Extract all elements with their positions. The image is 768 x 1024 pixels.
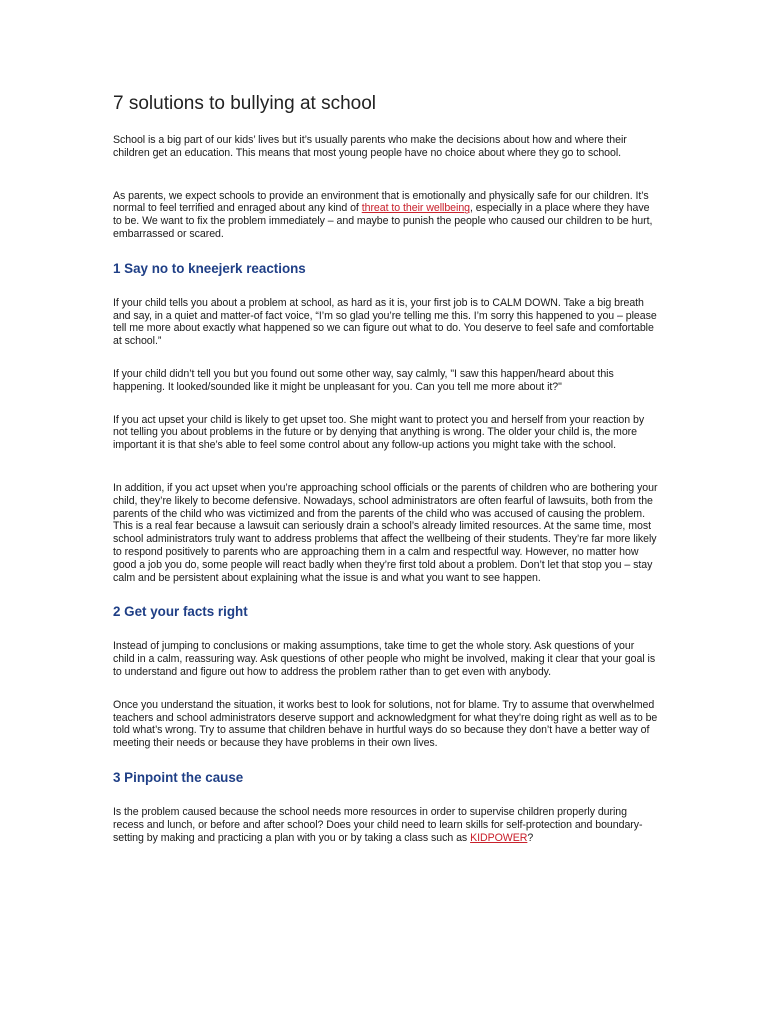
section-1-paragraph-2: If your child didn’t tell you but you found out some other way, say calmly, "I saw this happen/heard about this happening. It looked/sounded like it might be unpleasant for you. Can you tell me more about it?" — [113, 367, 614, 393]
section-2-paragraph-2: Once you understand the situation, it works best to look for solutions, not for blame. Try to assume that overwhelmed teachers and school administrators deserve support and acknowledgment for what they’re doing right as well as to be told what’s wrong. Try to assume that children behave in hurtful ways do so because they don’t have a better way of meeting their needs or because they have problems in their own lives. — [113, 698, 658, 750]
section-3-heading: 3 Pinpoint the cause — [113, 769, 244, 785]
intro-text-before-link: As parents, we expect schools to provide an environment that is emotionally and physically safe for our children. It’s normal to feel terrified and enraged about any kind of — [113, 189, 649, 215]
intro-paragraph-1: School is a big part of our kids’ lives but it’s usually parents who make the decisions about how and where their children get an education. This means that most young people have no choice about where they go to school. — [113, 134, 627, 159]
document-title: 7 solutions to bullying at school — [113, 93, 376, 114]
section-1-heading: 1 Say no to kneejerk reactions — [113, 260, 306, 276]
intro-paragraph-2 — [113, 190, 658, 241]
section-3-text-after-link: ? — [527, 831, 534, 844]
section-3-paragraph-1 — [113, 806, 658, 844]
threat-to-wellbeing-link[interactable]: threat to their wellbeing — [361, 202, 471, 215]
section-1-paragraph-1: If your child tells you about a problem at school, as hard as it is, your first job is to CALM DOWN. Take a big breath and say, in a quiet and matter-of fact voice, “I’m so glad you’re telling me this. I’m sorry this happened to you – please tell me more about exactly what happened so we can figure out what to do. You deserve to feel safe and comfortable at school.” — [113, 296, 657, 348]
section-3-text-before-link: Is the problem caused because the school needs more resources in order to supervise children properly during recess and lunch, or before and after school? Does your child need to learn skills for self-protection and boundary-setting by making and practicing a plan with you or by taking a class such as — [113, 805, 643, 844]
kidpower-link[interactable]: KIDPOWER — [470, 831, 528, 844]
section-1-paragraph-4: In addition, if you act upset when you’re approaching school officials or the parents of children who are bothering your child, they’re likely to become defensive. Nowadays, school administrators are often fearful of lawsuits, both from the parents of the child who was victimized and from the parents of the child who was accused of causing the problem. This is a real fear because a lawsuit can seriously drain a school’s already limited resources. At the same time, most school administrators truly want to address problems that affect the wellbeing of their students. They’re far more likely to respond positively to parents who are approaching them in a calm and respectful way. However, no matter how good a job you do, some people will react badly when they’re first told about a problem. Don’t let that stop you – stay calm and be persistent about explaining what the issue is and what you want to see happen. — [113, 481, 658, 584]
section-2-paragraph-1: Instead of jumping to conclusions or making assumptions, take time to get the whole story. Ask questions of your child in a calm, reassuring way. Ask questions of other people who might be involved, making it clear that your goal is to understand and figure out how to address the problem rather than to get even with anybody. — [113, 640, 656, 678]
document-page — [113, 92, 658, 844]
section-1-paragraph-3: If you act upset your child is likely to get upset too. She might want to protect you and herself from your reaction by not telling you about problems in the future or by denying that anything is wrong. The older your child is, the more important it is that she’s able to feel some control about any follow-up actions you might take with the school. — [113, 413, 645, 452]
intro-text-after-link: , especially in a place where they have to be. We want to fix the problem immediately – and maybe to punish the people who caused our children to be hurt, embarrassed or scared. — [113, 202, 653, 240]
section-2-heading: 2 Get your facts right — [113, 604, 248, 620]
